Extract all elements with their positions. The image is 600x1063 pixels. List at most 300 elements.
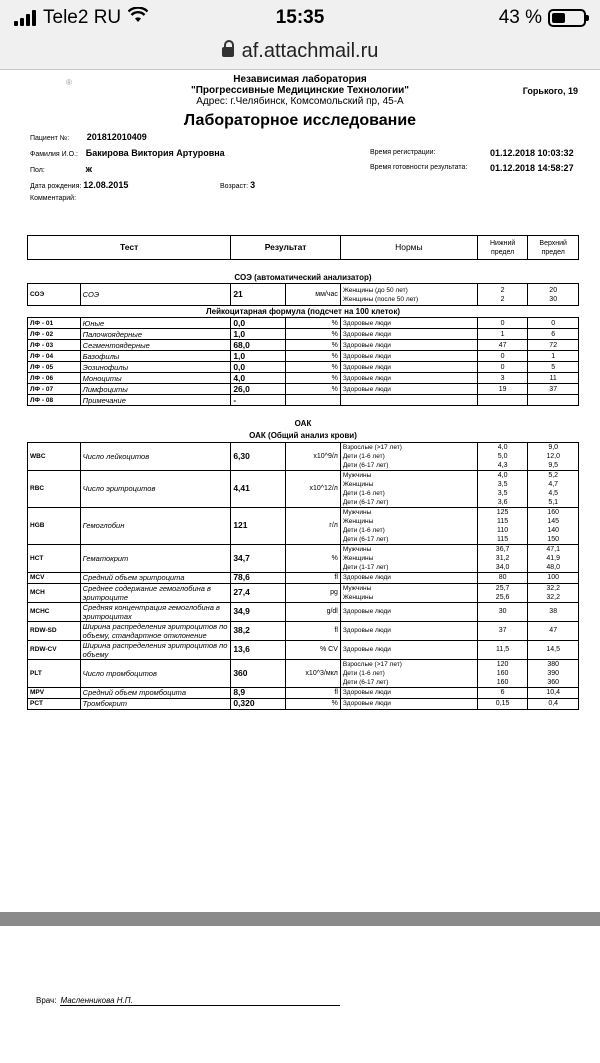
label: Пол:: [30, 167, 45, 174]
norm-low: [477, 687, 528, 698]
norm-desc: [340, 507, 477, 544]
test-code: PCT: [28, 698, 81, 709]
norm-desc: Здоровые люди: [340, 373, 477, 384]
norm-line: Дети (1-6 лет): [342, 669, 385, 677]
norm-line: 0,4: [548, 700, 559, 707]
norm-low: [477, 583, 528, 602]
address-bar[interactable]: [0, 34, 600, 70]
test-unit: %: [286, 384, 341, 395]
lab-address: Адрес: г.Челябинск, Комсомольский пр, 45-А: [196, 96, 404, 107]
norm-line: 160: [547, 508, 560, 516]
test-code: ЛФ - 06: [28, 373, 81, 384]
norm-high: [528, 621, 579, 640]
table-row: [28, 659, 579, 687]
table-row: [28, 470, 579, 507]
norm-line: 9,5: [548, 461, 559, 469]
test-code: HGB: [28, 507, 81, 544]
patient-name-row: [30, 148, 225, 158]
norm-desc: [340, 698, 477, 709]
norm-line: Женщины: [342, 554, 374, 562]
norm-desc: Здоровые люди: [340, 384, 477, 395]
test-unit: %: [286, 329, 341, 340]
norm-desc: [340, 640, 477, 659]
carrier-name: Tele2 RU: [43, 7, 122, 28]
lf-group: [28, 306, 579, 318]
norm-line: 25,6: [495, 593, 510, 601]
norm-line: Здоровые люди: [342, 627, 391, 634]
reg-time-value: 01.12.2018 10:03:32: [490, 148, 574, 158]
test-name: Число тромбоцитов: [80, 659, 231, 687]
test-unit: %: [286, 544, 341, 572]
norm-line: 110: [497, 526, 509, 534]
norm-line: 48,0: [546, 563, 560, 571]
norm-line: 380: [547, 660, 560, 668]
test-value: 21: [231, 284, 286, 306]
norm-high: [528, 659, 579, 687]
table-row: [28, 284, 579, 306]
test-code: RDW-CV: [28, 640, 81, 659]
test-value: 34,9: [231, 602, 286, 621]
comment-row: Комментарий:: [30, 195, 77, 202]
norm-line: Мужчины: [342, 471, 372, 479]
battery-area: [499, 7, 586, 29]
norm-low: [477, 442, 528, 470]
test-value: 4,41: [231, 470, 286, 507]
norm-line: 9,0: [548, 443, 559, 451]
norm-low: [477, 284, 528, 306]
norm-line: 38: [549, 608, 558, 615]
test-value: 6,30: [231, 442, 286, 470]
norm-low: [477, 698, 528, 709]
norm-low: [477, 659, 528, 687]
url-text[interactable]: af.attachmail.ru: [241, 40, 379, 62]
test-name: Средний объем эритроцита: [80, 572, 231, 583]
test-value: 68,0: [231, 340, 286, 351]
table-row: [28, 373, 579, 384]
test-value: 8,9: [231, 687, 286, 698]
norm-line: 37: [498, 627, 507, 634]
test-code: RDW-SD: [28, 621, 81, 640]
norm-high: [528, 284, 579, 306]
norm-low: 0: [477, 318, 528, 329]
test-unit: %: [286, 340, 341, 351]
table-row: [28, 621, 579, 640]
test-value: 26,0: [231, 384, 286, 395]
test-name: Число лейкоцитов: [80, 442, 231, 470]
norm-line: 100: [547, 574, 560, 581]
registered-mark: ®: [66, 78, 72, 87]
test-name: Среднее содержание гемоглобина в эритроците: [80, 583, 231, 602]
test-unit: x10^3/мкл: [286, 659, 341, 687]
norm-desc: [340, 659, 477, 687]
test-name: Гематокрит: [80, 544, 231, 572]
table-row: [28, 687, 579, 698]
norm-line: 20: [549, 286, 558, 294]
test-code: ЛФ - 05: [28, 362, 81, 373]
test-unit: % CV: [286, 640, 341, 659]
test-name: Гемоглобин: [80, 507, 231, 544]
norm-line: Дети (1-6 лет): [342, 526, 385, 534]
test-name: Палочкоядерные: [80, 329, 231, 340]
norm-line: 41,9: [546, 554, 560, 562]
norm-line: 32,2: [546, 593, 560, 601]
test-unit: x10^9/л: [286, 442, 341, 470]
table-row: [28, 395, 579, 406]
norm-high: [528, 395, 579, 406]
norm-line: 150: [547, 535, 560, 543]
doctor-signature-row: [36, 996, 340, 1006]
norm-desc: [340, 470, 477, 507]
test-value: 27,4: [231, 583, 286, 602]
label: Возраст:: [220, 183, 249, 190]
norm-high: 6: [528, 329, 579, 340]
battery-icon: [548, 9, 586, 27]
norm-line: 360: [547, 678, 560, 686]
norm-desc: [340, 395, 477, 406]
norm-line: 3,5: [497, 480, 508, 488]
test-code: ЛФ - 08: [28, 395, 81, 406]
norm-high: 11: [528, 373, 579, 384]
label: Пациент №:: [30, 135, 70, 142]
norm-line: Здоровые люди: [342, 646, 391, 653]
norm-line: 32,2: [546, 584, 560, 592]
norm-line: 4,7: [548, 480, 559, 488]
norm-line: 31,2: [495, 554, 510, 562]
soe-group-title: СОЭ (автоматический анализатор): [234, 272, 372, 282]
test-code: ЛФ - 03: [28, 340, 81, 351]
norm-line: Женщины: [342, 480, 374, 488]
norm-high: 72: [528, 340, 579, 351]
oak-group-title: ОАК: [294, 418, 312, 428]
norm-line: Дети (1-6 лет): [342, 452, 385, 460]
norm-line: 10,4: [546, 689, 560, 696]
norm-high: [528, 572, 579, 583]
spacer-row: [28, 260, 579, 272]
norm-line: Мужчины: [342, 545, 372, 553]
norm-line: 390: [547, 669, 560, 677]
patient-sex: ж: [85, 164, 93, 174]
patient-sex-row: [30, 164, 92, 174]
test-unit: %: [286, 351, 341, 362]
norm-low: [477, 470, 528, 507]
norm-line: Здоровые люди: [342, 608, 391, 615]
norm-line: 30: [498, 608, 507, 615]
norm-high: [528, 583, 579, 602]
spacer: [28, 260, 579, 272]
norm-low: [477, 602, 528, 621]
next-page: [0, 926, 600, 1063]
norm-line: 36,7: [495, 545, 510, 553]
norm-line: 4,3: [497, 461, 508, 469]
norm-desc: [340, 544, 477, 572]
test-value: 13,6: [231, 640, 286, 659]
test-code: MCH: [28, 583, 81, 602]
table-row: [28, 602, 579, 621]
norm-high: [528, 602, 579, 621]
norm-line: 5,0: [497, 452, 508, 460]
test-name: Эозинофилы: [80, 362, 231, 373]
clock: 15:35: [275, 7, 325, 28]
norm-low: 47: [477, 340, 528, 351]
norm-line: Здоровые люди: [342, 574, 391, 581]
norm-line: 30: [549, 295, 558, 303]
lab-name-line2: "Прогрессивные Медицинские Технологии": [191, 85, 409, 96]
test-name: Юные: [80, 318, 231, 329]
norm-low: [477, 507, 528, 544]
test-value: 0,320: [231, 698, 286, 709]
col-high: Верхний предел: [528, 236, 579, 260]
spacer: [28, 406, 579, 417]
norm-high: [528, 698, 579, 709]
lf-group-title: Лейкоцитарная формула (подсчет на 100 клеток): [206, 307, 400, 316]
test-name: Ширина распределения эритроцитов по объему: [80, 640, 231, 659]
test-value: 78,6: [231, 572, 286, 583]
norm-high: 37: [528, 384, 579, 395]
test-value: 34,7: [231, 544, 286, 572]
norm-low: 0: [477, 351, 528, 362]
reg-label: Время регистрации:: [370, 149, 436, 156]
norm-desc: Здоровые люди: [340, 318, 477, 329]
norm-desc: [340, 687, 477, 698]
norm-line: 2: [500, 286, 505, 294]
test-name: Средний объем тромбоцита: [80, 687, 231, 698]
branch-address: Горького, 19: [522, 86, 578, 96]
norm-low: [477, 621, 528, 640]
table-row: [28, 698, 579, 709]
norm-high: [528, 507, 579, 544]
test-code: WBC: [28, 442, 81, 470]
norm-line: Взрослые (>17 лет): [342, 660, 402, 668]
norm-line: 115: [497, 535, 509, 543]
norm-high: 5: [528, 362, 579, 373]
test-code: RBC: [28, 470, 81, 507]
col-test: Тест: [28, 236, 231, 260]
table-row: [28, 640, 579, 659]
table-row: [28, 583, 579, 602]
norm-high: [528, 470, 579, 507]
norm-line: 4,0: [497, 471, 508, 479]
table-row: [28, 329, 579, 340]
test-unit: fl: [286, 687, 341, 698]
norm-high: [528, 640, 579, 659]
norm-high: [528, 442, 579, 470]
norm-low: [477, 572, 528, 583]
norm-line: 47,1: [546, 545, 560, 553]
norm-line: 14,5: [546, 646, 560, 653]
lab-header: [0, 70, 600, 107]
norm-line: 25,7: [495, 584, 510, 592]
test-name: Ширина распределения эритроцитов по объему, стандартное отклонение: [80, 621, 231, 640]
norm-line: 125: [496, 508, 509, 516]
norm-desc: Здоровые люди: [340, 362, 477, 373]
patient-dob: 12.08.2015: [83, 180, 129, 190]
test-code: ЛФ - 01: [28, 318, 81, 329]
label: Фамилия И.О.:: [30, 151, 78, 158]
norm-line: 120: [496, 660, 509, 668]
lab-name-line1: Независимая лаборатория: [233, 74, 367, 85]
norm-line: 115: [497, 517, 509, 525]
norm-high: 1: [528, 351, 579, 362]
test-unit: %: [286, 318, 341, 329]
norm-line: Дети (1-6 лет): [342, 489, 385, 497]
norm-line: Здоровые люди: [342, 700, 391, 707]
norm-desc: Здоровые люди: [340, 329, 477, 340]
norm-high: 0: [528, 318, 579, 329]
table-row: [28, 362, 579, 373]
test-code: HCT: [28, 544, 81, 572]
norm-line: 0,15: [495, 700, 510, 707]
norm-line: Дети (6-17 лет): [342, 535, 389, 543]
table-row: [28, 318, 579, 329]
patient-name: Бакирова Виктория Артуровна: [85, 148, 225, 158]
norm-line: 140: [547, 526, 560, 534]
patient-age-row: [220, 180, 255, 190]
norm-line: 34,0: [495, 563, 510, 571]
norm-low: 19: [477, 384, 528, 395]
doctor-label: Врач:: [36, 996, 57, 1005]
test-unit: [286, 395, 341, 406]
norm-desc: Здоровые люди: [340, 351, 477, 362]
test-name: Лимфоциты: [80, 384, 231, 395]
norm-low: 0: [477, 362, 528, 373]
test-unit: %: [286, 373, 341, 384]
norm-line: Дети (6-17 лет): [342, 461, 389, 469]
test-name: Примечание: [80, 395, 231, 406]
lock-icon: [222, 47, 234, 57]
table-row: [28, 544, 579, 572]
test-code: MCHC: [28, 602, 81, 621]
norm-low: [477, 395, 528, 406]
table-row: [28, 442, 579, 470]
test-unit: g/dl: [286, 602, 341, 621]
test-code: ЛФ - 07: [28, 384, 81, 395]
norm-line: 5,1: [548, 498, 559, 506]
test-unit: x10^12/л: [286, 470, 341, 507]
soe-group: [28, 272, 579, 284]
norm-line: Женщины (до 50 лет): [342, 286, 408, 294]
test-code: PLT: [28, 659, 81, 687]
test-name: Базофилы: [80, 351, 231, 362]
patient-id: 201812010409: [86, 132, 147, 142]
norm-line: 2: [500, 295, 505, 303]
oak-subgroup-title: ОАК (Общий анализ крови): [249, 431, 357, 441]
norm-line: 3,5: [497, 489, 508, 497]
test-unit: мм/час: [286, 284, 341, 306]
norm-desc: [340, 621, 477, 640]
norm-line: 160: [496, 669, 509, 677]
norm-desc: [340, 284, 477, 306]
norm-line: 145: [547, 517, 560, 525]
norm-line: Женщины (после 50 лет): [342, 295, 419, 303]
table-row: [28, 351, 579, 362]
test-value: 4,0: [231, 373, 286, 384]
norm-line: 4,5: [548, 489, 559, 497]
table-row: [28, 340, 579, 351]
test-name: Сегментоядерные: [80, 340, 231, 351]
ready-label: Время готовности результата:: [370, 164, 468, 171]
norm-low: 1: [477, 329, 528, 340]
test-value: 38,2: [231, 621, 286, 640]
test-name: Моноциты: [80, 373, 231, 384]
norm-high: [528, 544, 579, 572]
test-unit: г/л: [286, 507, 341, 544]
norm-low: 3: [477, 373, 528, 384]
table-row: [28, 507, 579, 544]
norm-line: 3,6: [497, 498, 508, 506]
norm-line: Дети (6-17 лет): [342, 498, 389, 506]
norm-line: Дети (6-17 лет): [342, 678, 389, 686]
label: Дата рождения:: [30, 183, 82, 190]
document-page: [0, 70, 600, 912]
table-row: [28, 384, 579, 395]
col-low: Нижний предел: [477, 236, 528, 260]
test-value: 1,0: [231, 329, 286, 340]
doctor-name: Масленникова Н.П.: [60, 996, 340, 1006]
test-value: 1,0: [231, 351, 286, 362]
norm-desc: [340, 572, 477, 583]
test-name: СОЭ: [80, 284, 231, 306]
norm-line: 47: [549, 627, 558, 634]
norm-line: 6: [500, 689, 505, 696]
col-norms: Нормы: [340, 236, 477, 260]
test-value: -: [231, 395, 286, 406]
spacer-row: [28, 406, 579, 417]
norm-line: Взрослые (>17 лет): [342, 443, 402, 451]
test-unit: fl: [286, 572, 341, 583]
ready-time: [490, 163, 574, 173]
test-unit: fl: [286, 621, 341, 640]
norm-line: Женщины: [342, 517, 374, 525]
norm-line: Здоровые люди: [342, 689, 391, 696]
test-unit: %: [286, 698, 341, 709]
table-row: [28, 572, 579, 583]
status-bar: [0, 0, 600, 34]
norm-line: 4,0: [497, 443, 508, 451]
reg-time: [490, 148, 574, 158]
norm-high: [528, 687, 579, 698]
test-value: 360: [231, 659, 286, 687]
norm-desc: Здоровые люди: [340, 340, 477, 351]
battery-percent: 43 %: [498, 7, 542, 28]
norm-desc: [340, 583, 477, 602]
norm-line: 11,5: [496, 646, 510, 653]
page-separator: [0, 912, 600, 926]
norm-line: 160: [496, 678, 509, 686]
norm-desc: [340, 602, 477, 621]
test-value: 0,0: [231, 362, 286, 373]
patient-age: 3: [250, 180, 256, 190]
norm-low: [477, 640, 528, 659]
test-code: ЛФ - 02: [28, 329, 81, 340]
test-unit: %: [286, 362, 341, 373]
test-code: MPV: [28, 687, 81, 698]
test-code: СОЭ: [28, 284, 81, 306]
page-title: Лабораторное исследование: [183, 112, 417, 129]
test-unit: pg: [286, 583, 341, 602]
norm-line: Мужчины: [342, 584, 372, 592]
norm-line: Мужчины: [342, 508, 372, 516]
oak-group: [28, 416, 579, 430]
norm-low: [477, 544, 528, 572]
norm-line: 12,0: [546, 452, 560, 460]
norm-line: 5,2: [548, 471, 559, 479]
test-name: Тромбокрит: [80, 698, 231, 709]
test-code: MCV: [28, 572, 81, 583]
test-name: Число эритроцитов: [80, 470, 231, 507]
results-table: [27, 235, 579, 710]
ready-time-value: 01.12.2018 14:58:27: [490, 163, 574, 173]
patient-dob-row: [30, 180, 128, 190]
